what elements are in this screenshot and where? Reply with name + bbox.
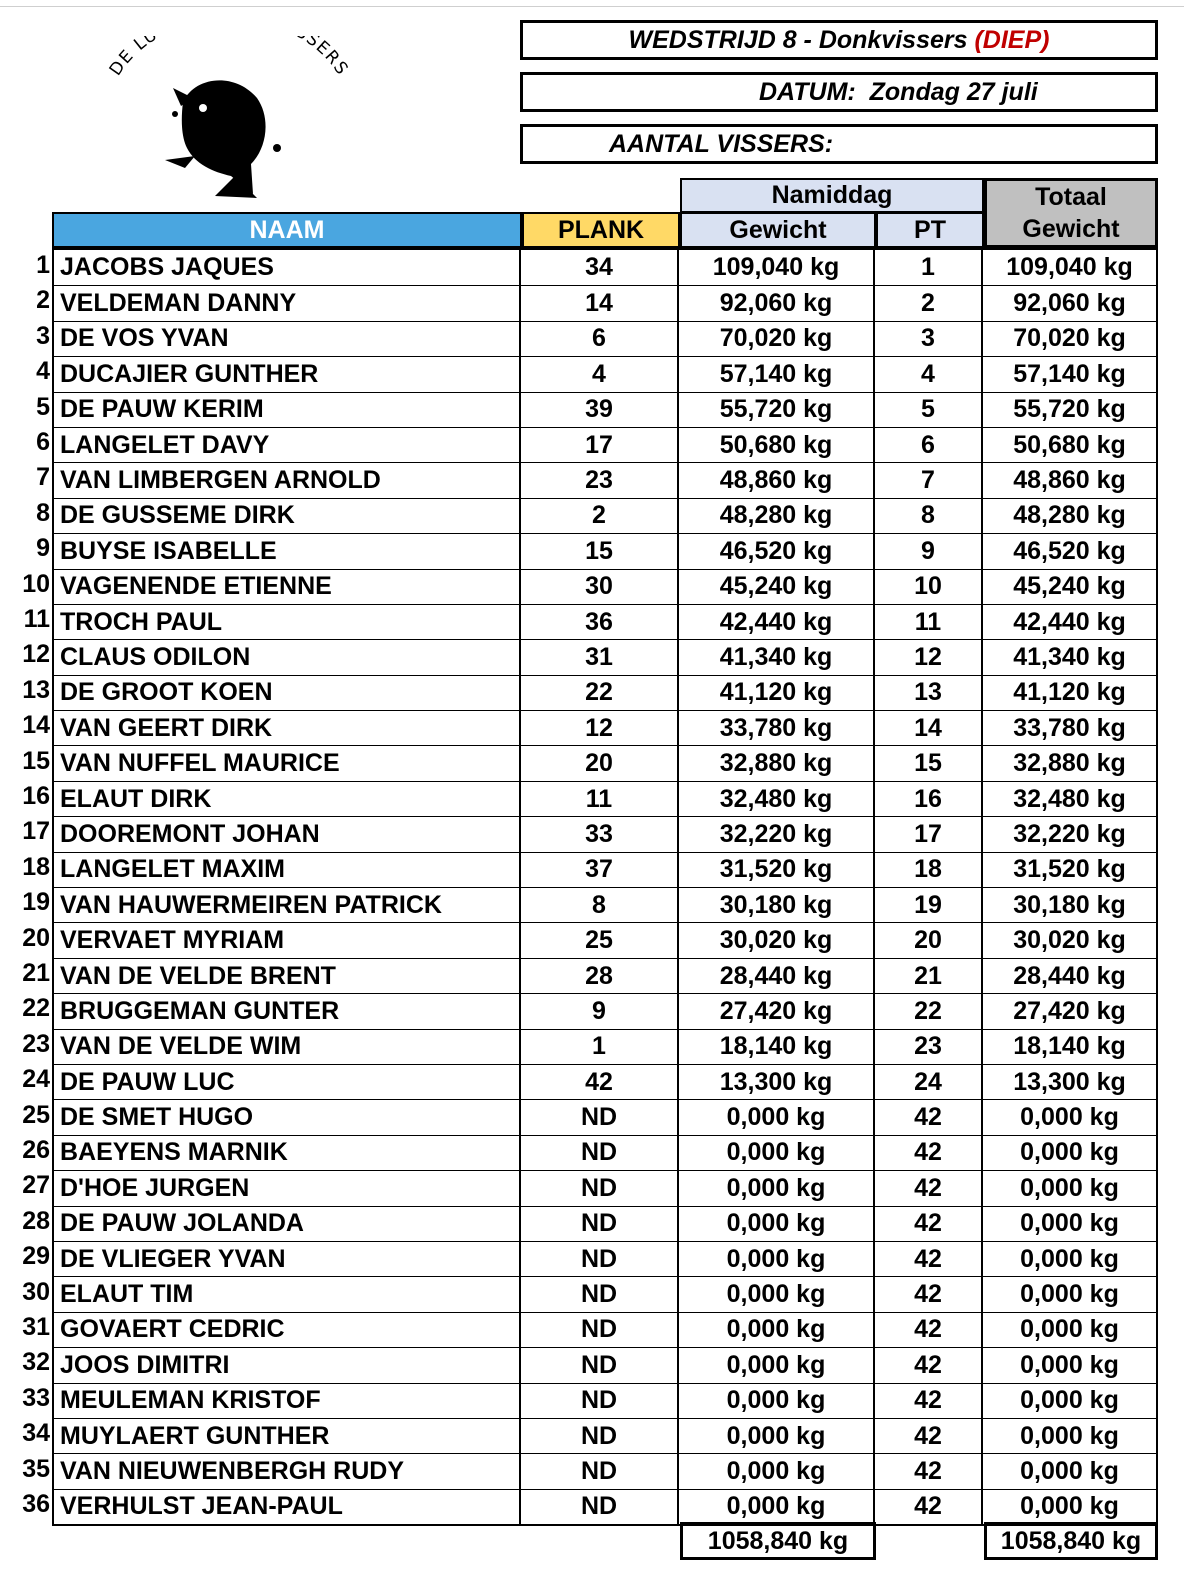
cell-plank: 11 — [521, 782, 679, 816]
cell-plank: ND — [521, 1171, 679, 1205]
cell-pt: 5 — [875, 393, 983, 427]
cell-pt: 11 — [875, 605, 983, 639]
cell-gewicht: 0,000 kg — [679, 1490, 875, 1524]
cell-totaal: 18,140 kg — [1013, 1032, 1126, 1061]
rank-number: 23 — [22, 1029, 50, 1058]
total-gewicht: 1058,840 kg — [680, 1522, 876, 1560]
table-row — [54, 1241, 1156, 1276]
cell-plank: ND — [521, 1348, 679, 1382]
cell-gewicht: 46,520 kg — [679, 534, 875, 568]
rank-number: 5 — [36, 392, 50, 421]
cell-name: DE GROOT KOEN — [54, 676, 521, 710]
cell-totaal: 41,120 kg — [1013, 678, 1126, 707]
cell-name: JACOBS JAQUES — [54, 250, 521, 285]
cell-name: BRUGGEMAN GUNTER — [54, 994, 521, 1028]
rank-number: 34 — [22, 1419, 50, 1448]
table-row — [54, 887, 1156, 922]
rank-number: 31 — [22, 1313, 50, 1341]
table-row — [54, 1453, 1156, 1488]
cell-totaal: 109,040 kg — [1006, 253, 1133, 282]
cell-totaal: 70,020 kg — [1013, 324, 1126, 353]
cell-totaal: 48,860 kg — [1013, 466, 1126, 495]
rank-number: 26 — [22, 1136, 50, 1164]
cell-totaal: 32,480 kg — [1013, 784, 1126, 813]
cell-gewicht: 0,000 kg — [679, 1136, 875, 1170]
cell-totaal: 48,280 kg — [1013, 501, 1126, 530]
cell-gewicht: 13,300 kg — [679, 1065, 875, 1099]
cell-name: DOOREMONT JOHAN — [54, 817, 521, 851]
cell-totaal: 55,720 kg — [1013, 395, 1126, 424]
cell-pt: 42 — [875, 1313, 983, 1347]
cell-gewicht: 41,340 kg — [679, 640, 875, 674]
cell-gewicht: 45,240 kg — [679, 570, 875, 604]
rank-number: 24 — [22, 1065, 50, 1094]
cell-plank: 14 — [521, 286, 679, 320]
cell-pt: 42 — [875, 1207, 983, 1241]
cell-plank: ND — [521, 1277, 679, 1311]
table-row — [54, 356, 1156, 391]
cell-pt: 12 — [875, 640, 983, 674]
cell-name: BUYSE ISABELLE — [54, 534, 521, 568]
cell-name: VAN NIEUWENBERGH RUDY — [54, 1454, 521, 1488]
cell-name: LANGELET DAVY — [54, 428, 521, 462]
header-plank: PLANK — [522, 212, 680, 248]
cell-plank: 9 — [521, 994, 679, 1028]
cell-name: DE SMET HUGO — [54, 1100, 521, 1134]
cell-gewicht: 0,000 kg — [679, 1419, 875, 1453]
cell-gewicht: 31,520 kg — [679, 853, 875, 887]
cell-gewicht: 55,720 kg — [679, 393, 875, 427]
table-row — [54, 1170, 1156, 1205]
cell-pt: 42 — [875, 1242, 983, 1276]
cell-name: GOVAERT CEDRIC — [54, 1313, 521, 1347]
cell-pt: 10 — [875, 570, 983, 604]
cell-plank: ND — [521, 1419, 679, 1453]
cell-pt: 42 — [875, 1348, 983, 1382]
cell-pt: 22 — [875, 994, 983, 1028]
cell-name: VAGENENDE ETIENNE — [54, 570, 521, 604]
cell-name: LANGELET MAXIM — [54, 853, 521, 887]
cell-gewicht: 57,140 kg — [679, 357, 875, 391]
cell-plank: 6 — [521, 322, 679, 356]
rank-number: 10 — [22, 569, 50, 598]
cell-pt: 15 — [875, 746, 983, 780]
cell-totaal: 32,880 kg — [1013, 749, 1126, 778]
rank-number: 2 — [36, 286, 50, 315]
cell-plank: 17 — [521, 428, 679, 462]
cell-totaal: 0,000 kg — [1020, 1350, 1119, 1379]
cell-name: CLAUS ODILON — [54, 640, 521, 674]
table-row — [54, 958, 1156, 993]
rank-number: 15 — [22, 746, 50, 775]
cell-gewicht: 42,440 kg — [679, 605, 875, 639]
cell-totaal: 30,020 kg — [1013, 926, 1126, 955]
cell-pt: 19 — [875, 888, 983, 922]
rank-number: 36 — [22, 1490, 50, 1518]
cell-pt: 42 — [875, 1454, 983, 1488]
table-row — [54, 1347, 1156, 1382]
rank-number: 22 — [22, 994, 50, 1023]
cell-name: VERVAET MYRIAM — [54, 923, 521, 957]
cell-name: VAN HAUWERMEIREN PATRICK — [54, 888, 521, 922]
table-row — [54, 1064, 1156, 1099]
rank-number: 33 — [22, 1383, 50, 1412]
table-row — [54, 321, 1156, 356]
club-logo — [85, 36, 375, 206]
cell-pt: 42 — [875, 1171, 983, 1205]
rank-number: 11 — [23, 605, 50, 633]
cell-name: MUYLAERT GUNTHER — [54, 1419, 521, 1453]
cell-plank: 36 — [521, 605, 679, 639]
cell-gewicht: 30,180 kg — [679, 888, 875, 922]
table-row — [54, 922, 1156, 957]
cell-plank: 15 — [521, 534, 679, 568]
rank-number: 13 — [22, 675, 50, 704]
rank-number: 4 — [36, 357, 50, 386]
rank-number: 35 — [22, 1454, 50, 1483]
cell-pt: 42 — [875, 1384, 983, 1418]
cell-gewicht: 0,000 kg — [679, 1313, 875, 1347]
cell-gewicht: 27,420 kg — [679, 994, 875, 1028]
total-totaal: 1058,840 kg — [984, 1522, 1158, 1560]
cell-name: VAN GEERT DIRK — [54, 711, 521, 745]
cell-plank: ND — [521, 1490, 679, 1524]
cell-plank: 4 — [521, 357, 679, 391]
cell-totaal: 0,000 kg — [1020, 1103, 1119, 1132]
cell-gewicht: 0,000 kg — [679, 1100, 875, 1134]
cell-gewicht: 0,000 kg — [679, 1242, 875, 1276]
cell-plank: 20 — [521, 746, 679, 780]
table-row — [54, 781, 1156, 816]
cell-plank: 28 — [521, 959, 679, 993]
cell-totaal: 0,000 kg — [1020, 1456, 1119, 1485]
cell-gewicht: 18,140 kg — [679, 1030, 875, 1064]
cell-gewicht: 32,480 kg — [679, 782, 875, 816]
match-title — [520, 20, 1158, 60]
table-row — [54, 1206, 1156, 1241]
cell-pt: 24 — [875, 1065, 983, 1099]
cell-pt: 3 — [875, 322, 983, 356]
table-row — [54, 1383, 1156, 1418]
cell-plank: 22 — [521, 676, 679, 710]
cell-name: DE PAUW LUC — [54, 1065, 521, 1099]
table-row — [54, 1418, 1156, 1453]
cell-plank: 25 — [521, 923, 679, 957]
cell-gewicht: 109,040 kg — [679, 250, 875, 285]
header-gewicht: Gewicht — [680, 212, 876, 248]
rank-number: 27 — [22, 1171, 50, 1200]
cell-name: DE VLIEGER YVAN — [54, 1242, 521, 1276]
cell-pt: 42 — [875, 1277, 983, 1311]
cell-totaal: 33,780 kg — [1013, 713, 1126, 742]
cell-gewicht: 0,000 kg — [679, 1348, 875, 1382]
table-row — [54, 1029, 1156, 1064]
table-row — [54, 1099, 1156, 1134]
cell-pt: 14 — [875, 711, 983, 745]
cell-pt: 42 — [875, 1490, 983, 1524]
cell-name: DE GUSSEME DIRK — [54, 499, 521, 533]
table-row — [54, 533, 1156, 568]
cell-gewicht: 48,280 kg — [679, 499, 875, 533]
rank-number: 28 — [22, 1206, 50, 1235]
cell-name: DUCAJIER GUNTHER — [54, 357, 521, 391]
cell-totaal: 32,220 kg — [1013, 819, 1126, 848]
cell-gewicht: 28,440 kg — [679, 959, 875, 993]
cell-totaal: 0,000 kg — [1020, 1421, 1119, 1450]
cell-name: DE VOS YVAN — [54, 322, 521, 356]
cell-totaal: 0,000 kg — [1020, 1209, 1119, 1238]
rank-number: 32 — [22, 1348, 50, 1377]
rank-number: 17 — [22, 817, 50, 846]
header-pt: PT — [876, 212, 984, 248]
cell-gewicht: 0,000 kg — [679, 1207, 875, 1241]
top-divider — [0, 6, 1184, 7]
anglers-label: AANTAL VISSERS: — [609, 130, 834, 158]
table-row — [54, 250, 1156, 285]
rank-number: 12 — [22, 640, 50, 669]
cell-gewicht: 92,060 kg — [679, 286, 875, 320]
cell-plank: 39 — [521, 393, 679, 427]
cell-totaal: 45,240 kg — [1013, 572, 1126, 601]
match-title-tag: (DIEP) — [974, 26, 1050, 54]
cell-plank: 31 — [521, 640, 679, 674]
rank-number: 16 — [22, 782, 50, 810]
cell-pt: 16 — [875, 782, 983, 816]
header-totaal-line2: Gewicht — [1022, 215, 1120, 243]
rank-number: 8 — [36, 498, 50, 527]
header-totaal-line1: Totaal — [1035, 183, 1107, 211]
rank-number: 14 — [22, 711, 50, 740]
cell-gewicht: 0,000 kg — [679, 1171, 875, 1205]
cell-name: VAN NUFFEL MAURICE — [54, 746, 521, 780]
cell-gewicht: 32,880 kg — [679, 746, 875, 780]
cell-gewicht: 70,020 kg — [679, 322, 875, 356]
cell-pt: 2 — [875, 286, 983, 320]
cell-plank: 1 — [521, 1030, 679, 1064]
rank-number: 18 — [22, 852, 50, 881]
cell-name: VAN DE VELDE WIM — [54, 1030, 521, 1064]
cell-plank: ND — [521, 1384, 679, 1418]
cell-totaal: 0,000 kg — [1020, 1492, 1119, 1521]
cell-pt: 9 — [875, 534, 983, 568]
cell-plank: 8 — [521, 888, 679, 922]
table-row — [54, 427, 1156, 462]
rank-number: 25 — [22, 1100, 50, 1129]
cell-plank: ND — [521, 1136, 679, 1170]
cell-plank: 12 — [521, 711, 679, 745]
cell-totaal: 0,000 kg — [1020, 1173, 1119, 1202]
table-row — [54, 745, 1156, 780]
cell-totaal: 42,440 kg — [1013, 607, 1126, 636]
cell-pt: 18 — [875, 853, 983, 887]
cell-totaal: 41,340 kg — [1013, 642, 1126, 671]
cell-plank: ND — [521, 1100, 679, 1134]
cell-plank: ND — [521, 1454, 679, 1488]
cell-gewicht: 32,220 kg — [679, 817, 875, 851]
cell-name: D'HOE JURGEN — [54, 1171, 521, 1205]
rank-number: 7 — [36, 463, 50, 492]
cell-name: DE PAUW JOLANDA — [54, 1207, 521, 1241]
cell-gewicht: 48,860 kg — [679, 463, 875, 497]
cell-totaal: 0,000 kg — [1020, 1138, 1119, 1167]
cell-name: BAEYENS MARNIK — [54, 1136, 521, 1170]
cell-totaal: 0,000 kg — [1020, 1386, 1119, 1415]
table-row — [54, 1276, 1156, 1311]
results-table — [52, 248, 1158, 1526]
cell-totaal: 92,060 kg — [1013, 289, 1126, 318]
cell-pt: 13 — [875, 676, 983, 710]
cell-plank: 42 — [521, 1065, 679, 1099]
cell-plank: 34 — [521, 250, 679, 285]
cell-gewicht: 50,680 kg — [679, 428, 875, 462]
cell-name: TROCH PAUL — [54, 605, 521, 639]
anglers-count — [520, 124, 1158, 164]
date-value: Zondag 27 juli — [869, 78, 1038, 106]
cell-name: VAN DE VELDE BRENT — [54, 959, 521, 993]
cell-plank: 37 — [521, 853, 679, 887]
cell-pt: 6 — [875, 428, 983, 462]
cell-pt: 23 — [875, 1030, 983, 1064]
cell-pt: 17 — [875, 817, 983, 851]
cell-totaal: 30,180 kg — [1013, 890, 1126, 919]
cell-pt: 21 — [875, 959, 983, 993]
cell-name: ELAUT DIRK — [54, 782, 521, 816]
cell-name: JOOS DIMITRI — [54, 1348, 521, 1382]
rank-number: 3 — [36, 321, 50, 350]
table-row — [54, 852, 1156, 887]
date-label: DATUM: — [759, 78, 856, 106]
table-row — [54, 498, 1156, 533]
table-row — [54, 675, 1156, 710]
cell-gewicht: 41,120 kg — [679, 676, 875, 710]
cell-totaal: 57,140 kg — [1013, 359, 1126, 388]
header-totaal — [984, 178, 1158, 248]
cell-plank: 30 — [521, 570, 679, 604]
cell-pt: 42 — [875, 1100, 983, 1134]
header-naam: NAAM — [52, 212, 522, 248]
rank-number: 6 — [36, 428, 50, 456]
fish-icon — [165, 80, 281, 198]
table-row — [54, 569, 1156, 604]
rank-number: 29 — [22, 1242, 50, 1271]
cell-totaal: 46,520 kg — [1013, 536, 1126, 565]
rank-number: 30 — [22, 1277, 50, 1306]
table-row — [54, 392, 1156, 427]
cell-pt: 42 — [875, 1136, 983, 1170]
table-row — [54, 1489, 1156, 1524]
cell-totaal: 0,000 kg — [1020, 1244, 1119, 1273]
cell-gewicht: 30,020 kg — [679, 923, 875, 957]
table-row — [54, 1135, 1156, 1170]
cell-totaal: 0,000 kg — [1020, 1315, 1119, 1344]
match-date — [520, 72, 1158, 112]
rank-number: 21 — [22, 959, 50, 987]
cell-plank: 23 — [521, 463, 679, 497]
cell-totaal: 27,420 kg — [1013, 996, 1126, 1025]
rank-number: 1 — [36, 251, 50, 279]
rank-number: 19 — [22, 888, 50, 917]
rank-number: 20 — [22, 923, 50, 952]
rank-number: 9 — [36, 534, 50, 563]
svg-text:DE LUSTIGE DONKVISSERS: DE LU SERS — [105, 36, 353, 80]
cell-gewicht: 0,000 kg — [679, 1277, 875, 1311]
cell-plank: ND — [521, 1313, 679, 1347]
cell-pt: 42 — [875, 1419, 983, 1453]
table-row — [54, 639, 1156, 674]
table-row — [54, 604, 1156, 639]
table-row — [54, 462, 1156, 497]
cell-plank: ND — [521, 1242, 679, 1276]
table-row — [54, 816, 1156, 851]
cell-name: VELDEMAN DANNY — [54, 286, 521, 320]
cell-totaal: 13,300 kg — [1013, 1067, 1126, 1096]
cell-name: VERHULST JEAN-PAUL — [54, 1490, 521, 1524]
header-namiddag: Namiddag — [680, 178, 984, 213]
cell-pt: 7 — [875, 463, 983, 497]
table-row — [54, 1312, 1156, 1347]
cell-gewicht: 0,000 kg — [679, 1454, 875, 1488]
match-title-main: WEDSTRIJD 8 - Donkvissers — [628, 26, 975, 54]
cell-pt: 8 — [875, 499, 983, 533]
cell-name: MEULEMAN KRISTOF — [54, 1384, 521, 1418]
cell-name: DE PAUW KERIM — [54, 393, 521, 427]
cell-totaal: 31,520 kg — [1013, 855, 1126, 884]
cell-gewicht: 33,780 kg — [679, 711, 875, 745]
cell-gewicht: 0,000 kg — [679, 1384, 875, 1418]
cell-plank: ND — [521, 1207, 679, 1241]
table-row — [54, 285, 1156, 320]
cell-totaal: 0,000 kg — [1020, 1280, 1119, 1309]
cell-name: VAN LIMBERGEN ARNOLD — [54, 463, 521, 497]
cell-plank: 33 — [521, 817, 679, 851]
table-row — [54, 710, 1156, 745]
cell-plank: 2 — [521, 499, 679, 533]
table-row — [54, 993, 1156, 1028]
cell-name: ELAUT TIM — [54, 1277, 521, 1311]
cell-pt: 20 — [875, 923, 983, 957]
cell-totaal: 50,680 kg — [1013, 430, 1126, 459]
cell-pt: 1 — [875, 250, 983, 285]
cell-totaal: 28,440 kg — [1013, 961, 1126, 990]
cell-pt: 4 — [875, 357, 983, 391]
